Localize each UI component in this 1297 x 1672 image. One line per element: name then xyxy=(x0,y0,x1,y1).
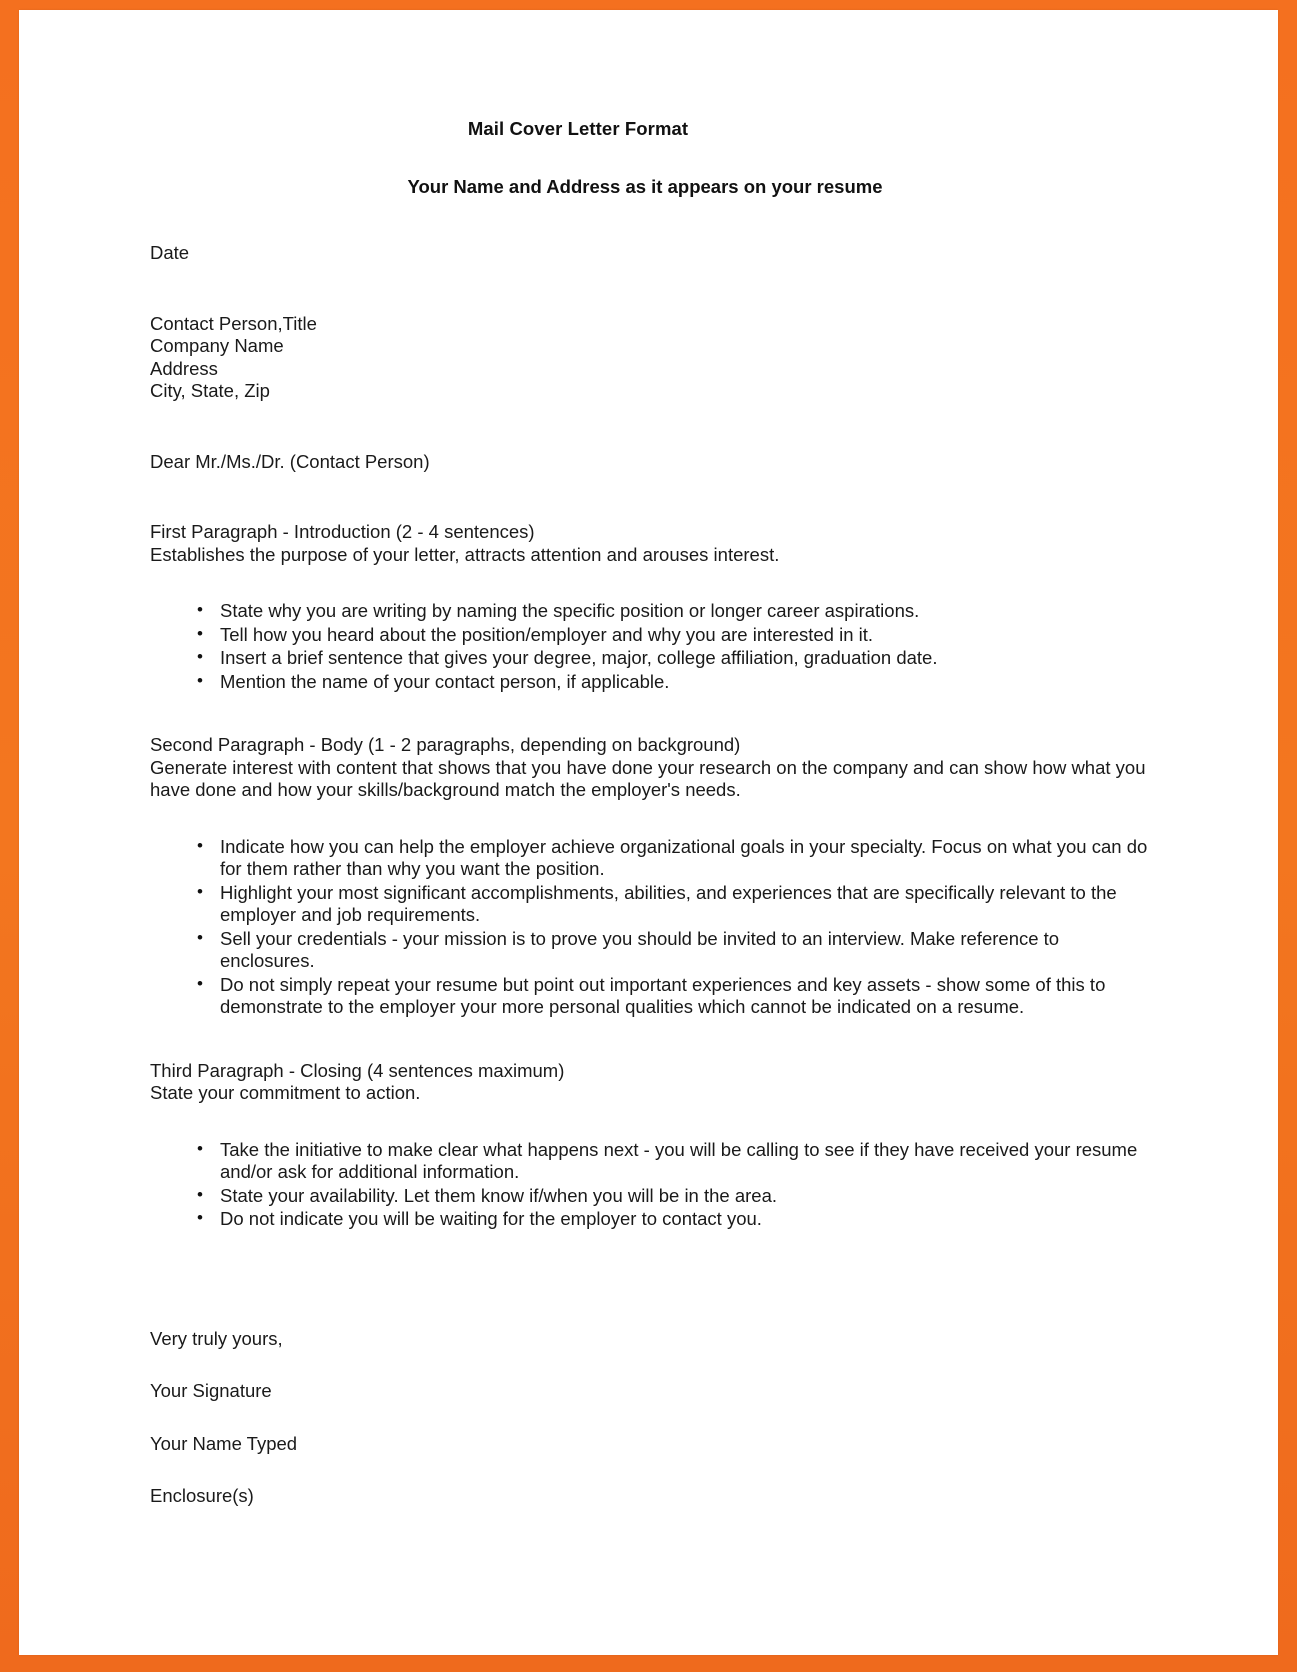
section-heading: Second Paragraph - Body (1 - 2 paragraphs, depending on background) xyxy=(150,734,741,755)
typed-name-line: Your Name Typed xyxy=(150,1432,298,1454)
section-second-paragraph xyxy=(150,734,1150,1019)
section-description: State your commitment to action. xyxy=(150,1082,421,1103)
section-description: Establishes the purpose of your letter, attracts attention and arouses interest. xyxy=(150,543,780,565)
section-heading: Third Paragraph - Closing (4 sentences maximum) xyxy=(150,1059,565,1081)
list-item: • Mention the name of your contact person, if applicable. xyxy=(150,671,1150,694)
section-heading: First Paragraph - Introduction (2 - 4 sentences) xyxy=(150,521,535,542)
recipient-company: Company Name xyxy=(150,335,284,356)
document-content xyxy=(150,118,1150,1508)
list-item: • Tell how you heard about the position/employer and why you are interested in it. xyxy=(150,624,1150,647)
recipient-city-state-zip: City, State, Zip xyxy=(150,380,270,401)
section-description: Generate interest with content that shows that you have done your research on the company and can show how what you have done and how your skills/background match the employer's needs. xyxy=(150,756,1151,800)
list-item: • Insert a brief sentence that gives your degree, major, college affiliation, graduation date. xyxy=(150,647,1150,670)
section-bullet-list xyxy=(150,836,1150,1019)
list-item: • Sell your credentials - your mission is to prove you should be invited to an interview. Make reference to enclosures. xyxy=(150,928,1150,973)
section-third-paragraph xyxy=(150,1060,1150,1231)
list-item: • Do not indicate you will be waiting for the employer to contact you. xyxy=(150,1208,1150,1231)
enclosure-line: Enclosure(s) xyxy=(150,1485,254,1506)
recipient-address-block xyxy=(150,313,1150,403)
section-bullet-list xyxy=(150,600,1150,693)
closing-block xyxy=(150,1328,1150,1508)
section-bullet-list xyxy=(150,1139,1150,1231)
salutation: Dear Mr./Ms./Dr. (Contact Person) xyxy=(150,450,430,472)
signature-line: Your Signature xyxy=(150,1380,272,1401)
list-item: • Do not simply repeat your resume but point out important experiences and key assets - show some of this to demonstrate to the employer your more personal qualities which cannot be indicated on a resume. xyxy=(150,974,1150,1019)
page-title: Mail Cover Letter Format xyxy=(467,118,689,139)
list-item: • Indicate how you can help the employer achieve organizational goals in your specialty. Focus on what you can do for them rather than why you want the position. xyxy=(150,836,1150,881)
list-item: • State your availability. Let them know if/when you will be in the area. xyxy=(150,1185,1150,1208)
date-line: Date xyxy=(150,242,190,263)
recipient-contact: Contact Person,Title xyxy=(150,312,317,334)
list-item: • State why you are writing by naming the specific position or longer career aspirations. xyxy=(150,600,1150,623)
list-item: • Take the initiative to make clear what happens next - you will be calling to see if they have received your resume and/or ask for additional information. xyxy=(150,1139,1150,1184)
list-item: • Highlight your most significant accomplishments, abilities, and experiences that are specifically relevant to the employer and job requirements. xyxy=(150,882,1150,927)
recipient-address: Address xyxy=(150,357,218,379)
section-first-paragraph xyxy=(150,521,1150,693)
document-page xyxy=(19,10,1278,1655)
document-subtitle: Your Name and Address as it appears on your resume xyxy=(407,176,883,197)
valediction: Very truly yours, xyxy=(150,1327,283,1349)
